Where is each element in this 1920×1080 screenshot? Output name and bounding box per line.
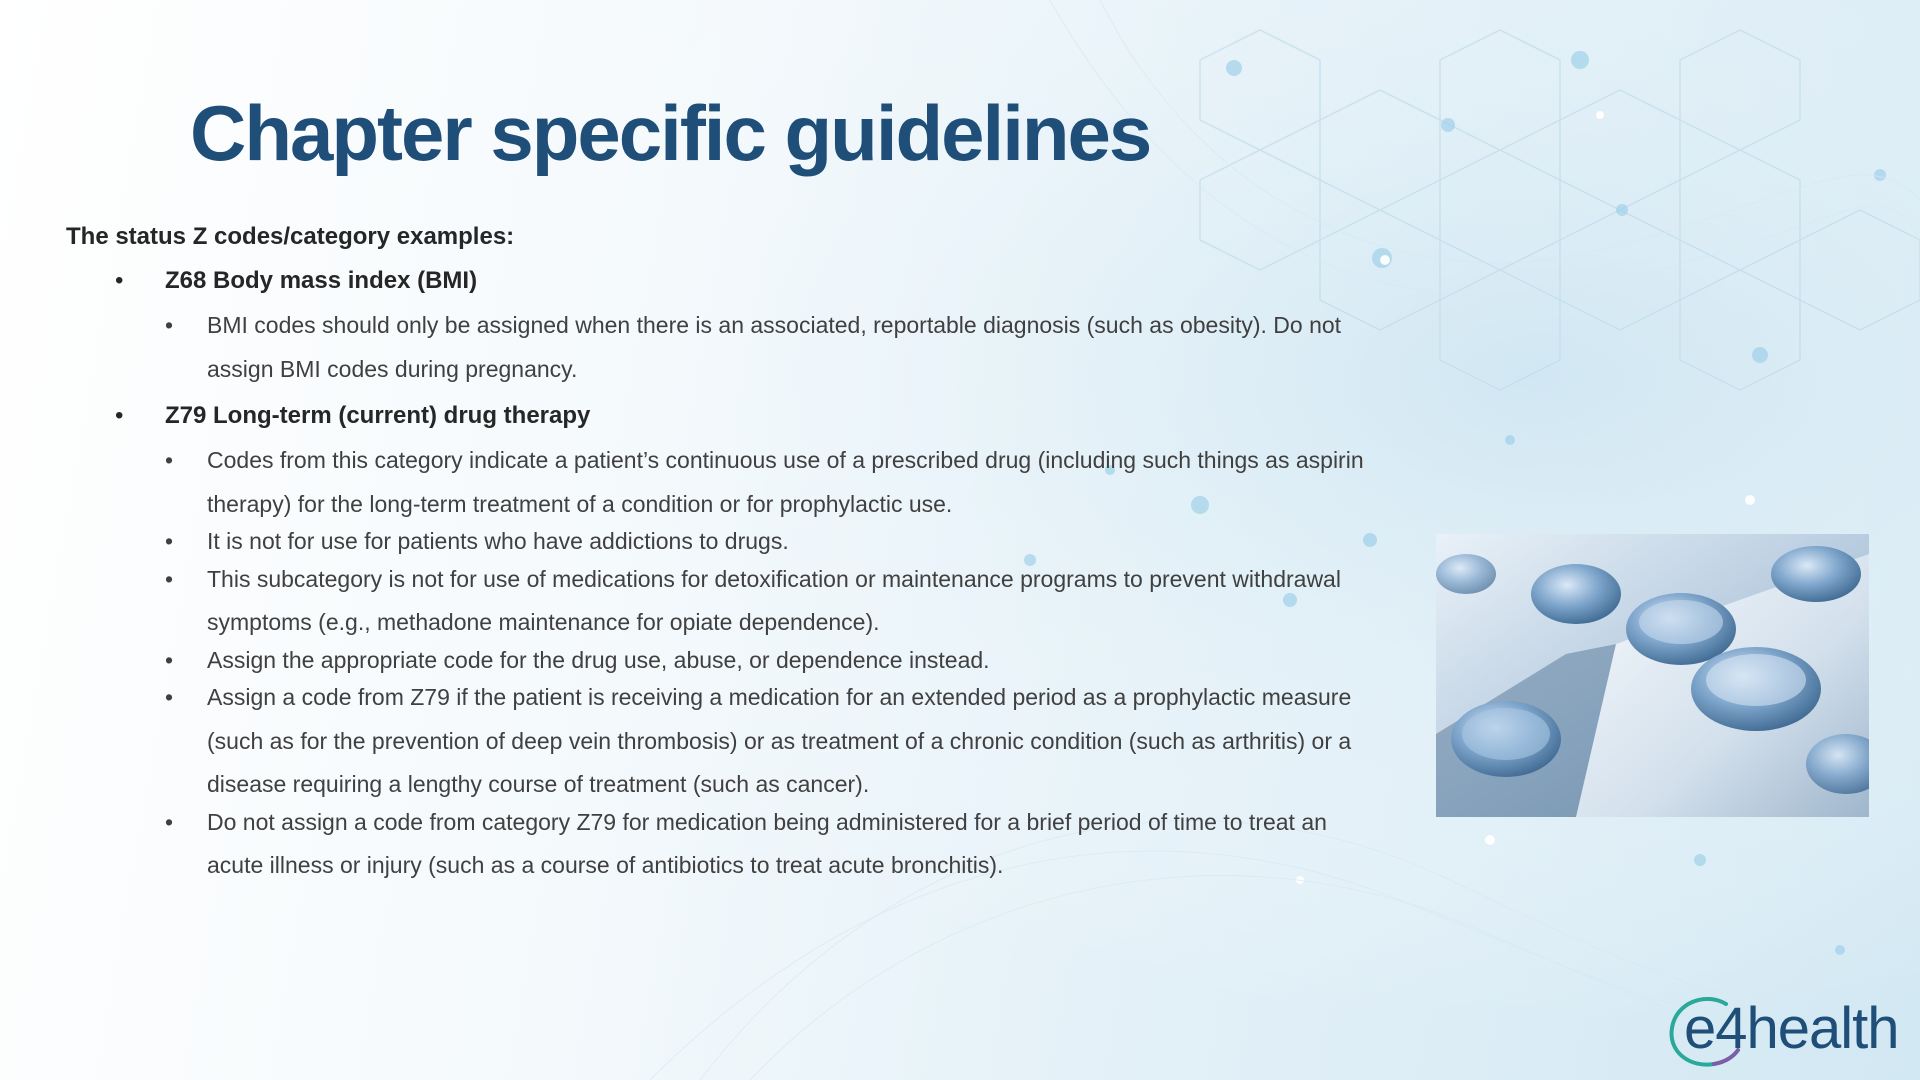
- list-item-text: Codes from this category indicate a patient’s continuous use of a prescribed drug (including such things as aspirin therapy) for the long-term treatment of a condition or for prophylactic use.: [207, 447, 1364, 517]
- list-item: [66, 304, 1366, 391]
- lead-text: The status Z codes/category examples:: [66, 223, 515, 250]
- list-item-text: BMI codes should only be assigned when there is an associated, reportable diagnosis (such as obesity). Do not assign BMI codes during pregnancy.: [207, 312, 1342, 382]
- bullet-icon: •: [115, 402, 124, 429]
- section-heading-label: Z79 Long-term (current) drug therapy: [165, 402, 591, 429]
- bullet-icon: •: [165, 684, 174, 710]
- section-items-z68: [66, 304, 1366, 391]
- bullet-icon: •: [115, 267, 124, 294]
- logo-wordmark: e4health: [1684, 996, 1899, 1061]
- list-item: [66, 801, 1366, 888]
- section-heading-z79: [66, 401, 1366, 431]
- list-item-text: Do not assign a code from category Z79 for medication being administered for a brief period of time to treat an acute illness or injury (such as a course of antibiotics to treat acute bronchitis).: [207, 808, 1327, 878]
- list-item: [66, 676, 1366, 807]
- bullet-icon: •: [165, 808, 174, 835]
- bullet-icon: •: [165, 646, 174, 673]
- section-heading-label: Z68 Body mass index (BMI): [165, 267, 478, 294]
- guidelines-content: [66, 222, 1366, 898]
- bullet-icon: •: [165, 312, 174, 338]
- section-items-z79: [66, 439, 1366, 888]
- list-item-text: It is not for use for patients who have addictions to drugs.: [207, 528, 789, 554]
- pill-blister-photo: [1436, 534, 1869, 817]
- bullet-icon: •: [165, 447, 174, 473]
- list-item-text: Assign a code from Z79 if the patient is receiving a medication for an extended period as a prophylactic measure (such as for the prevention of deep vein thrombosis) or as treatment of a chronic condition (such as arthritis) or a disease requiring a lengthy course of treatment (such as cancer).: [207, 684, 1352, 797]
- list-item-text: Assign the appropriate code for the drug use, abuse, or dependence instead.: [207, 646, 990, 673]
- list-item: [66, 439, 1366, 526]
- company-logo: [1666, 988, 1902, 1070]
- list-item-text: This subcategory is not for use of medications for detoxification or maintenance programs to prevent withdrawal symptoms (e.g., methadone maintenance for opiate dependence).: [207, 565, 1341, 635]
- bullet-icon: •: [165, 528, 174, 554]
- section-heading-z68: [66, 266, 1366, 296]
- bullet-icon: •: [165, 565, 174, 592]
- list-item: [66, 558, 1366, 645]
- slide-title: Chapter specific guidelines: [190, 89, 1151, 177]
